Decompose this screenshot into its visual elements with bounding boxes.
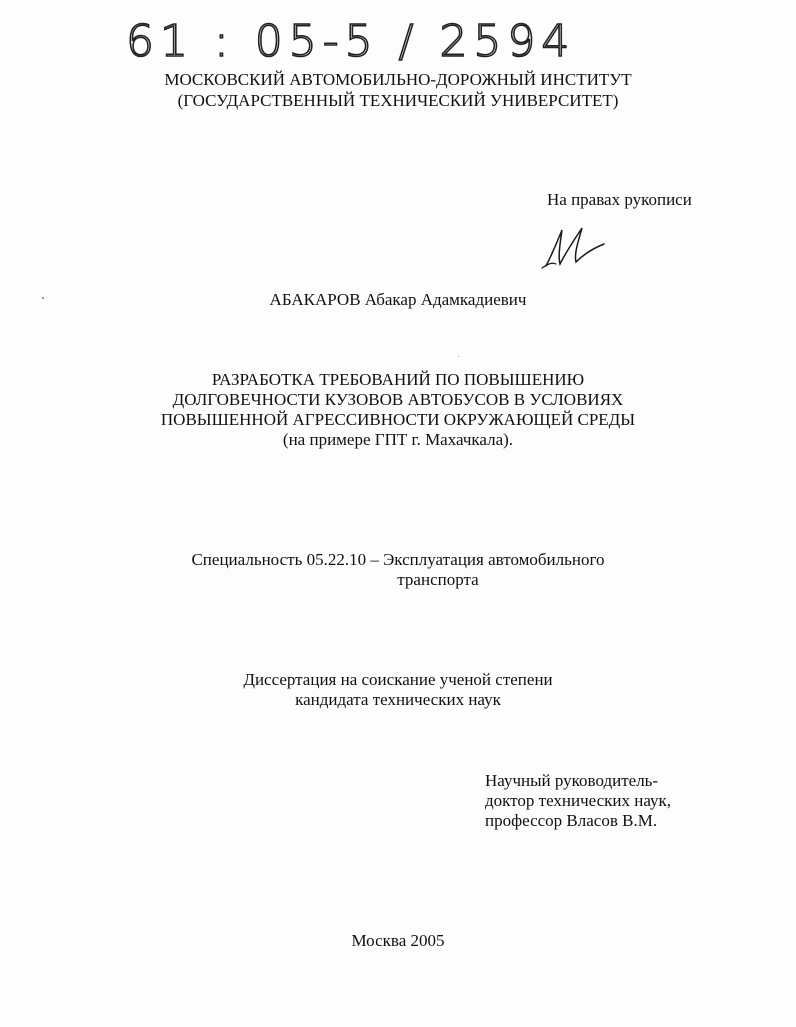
archive-number-text: 61 : 05-5 / 2594 bbox=[126, 16, 576, 67]
signature-icon bbox=[538, 224, 608, 272]
supervisor-name: профессор Власов В.М. bbox=[485, 811, 658, 830]
dissertation-line-2: кандидата технических наук bbox=[295, 690, 501, 709]
title-line-1: РАЗРАБОТКА ТРЕБОВАНИЙ ПО ПОВЫШЕНИЮ bbox=[211, 370, 585, 389]
institute-name: МОСКОВСКИЙ АВТОМОБИЛЬНО-ДОРОЖНЫЙ ИНСТИТУТ bbox=[164, 70, 632, 89]
handwritten-archive-number bbox=[122, 8, 592, 68]
city-year: Москва 2005 bbox=[351, 931, 445, 950]
title-line-4: (на примере ГПТ г. Махачкала). bbox=[282, 430, 514, 449]
specialty-line-2: транспорта bbox=[397, 570, 479, 589]
dissertation-line-1: Диссертация на соискание ученой степени bbox=[243, 670, 553, 689]
manuscript-note: На правах рукописи bbox=[547, 190, 692, 209]
title-line-2: ДОЛГОВЕЧНОСТИ КУЗОВОВ АВТОБУСОВ В УСЛОВИЯХ bbox=[172, 390, 624, 409]
title-line-3: ПОВЫШЕННОЙ АГРЕССИВНОСТИ ОКРУЖАЮЩЕЙ СРЕДЫ bbox=[160, 410, 636, 429]
supervisor-degree: доктор технических наук, bbox=[485, 791, 672, 810]
author-name: АБАКАРОВ Абакар Адамкадиевич bbox=[269, 290, 527, 309]
institute-status: (ГОСУДАРСТВЕННЫЙ ТЕХНИЧЕСКИЙ УНИВЕРСИТЕТ) bbox=[177, 91, 619, 110]
scan-speck bbox=[458, 356, 459, 357]
supervisor-role: Научный руководитель- bbox=[485, 771, 659, 790]
scan-speck bbox=[42, 297, 44, 299]
specialty-line-1: Специальность 05.22.10 – Эксплуатация автомобильного bbox=[191, 550, 605, 569]
